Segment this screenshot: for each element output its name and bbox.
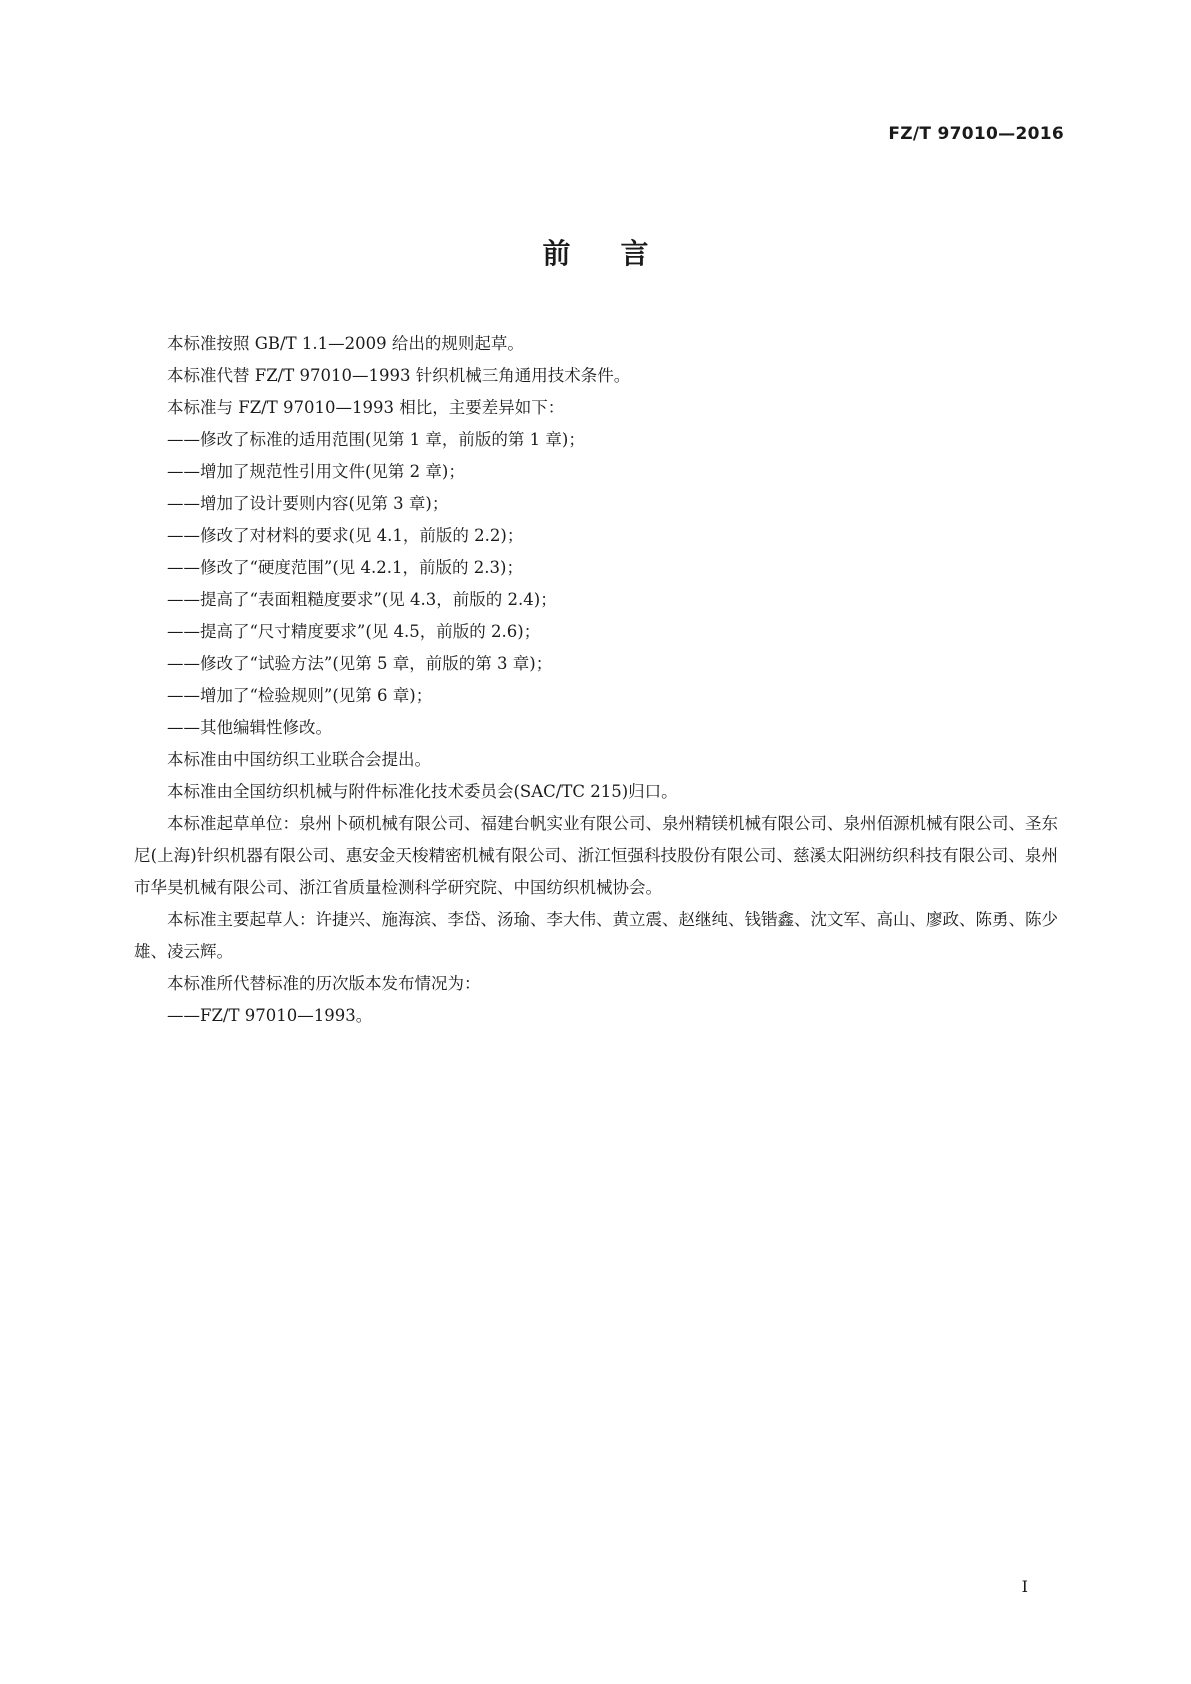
list-item: ——提高了“表面粗糙度要求”(见 4.3，前版的 2.4)； bbox=[167, 590, 557, 609]
paragraph-differences-intro: 本标准与 FZ/T 97010—1993 相比，主要差异如下： bbox=[167, 398, 565, 417]
page-title: 前言 bbox=[542, 237, 699, 270]
list-item: ——修改了对材料的要求(见 4.1，前版的 2.2)； bbox=[167, 526, 524, 545]
list-item: ——修改了“试验方法”(见第 5 章，前版的第 3 章)； bbox=[167, 654, 553, 673]
list-item: ——修改了“硬度范围”(见 4.2.1，前版的 2.3)； bbox=[167, 558, 523, 577]
paragraph-history-intro: 本标准所代替标准的历次版本发布情况为： bbox=[167, 974, 481, 993]
list-item: ——修改了标准的适用范围(见第 1 章，前版的第 1 章)； bbox=[167, 430, 585, 449]
foreword-body bbox=[134, 328, 1058, 1032]
page-number: I bbox=[1021, 1577, 1028, 1596]
paragraph-replaces: 本标准代替 FZ/T 97010—1993 针织机械三角通用技术条件。 bbox=[167, 366, 631, 385]
paragraph-centralizer: 本标准由全国纺织机械与附件标准化技术委员会(SAC/TC 215)归口。 bbox=[167, 782, 678, 801]
standard-code: FZ/T 97010—2016 bbox=[888, 124, 1064, 144]
list-item: ——增加了设计要则内容(见第 3 章)； bbox=[167, 494, 449, 513]
paragraph-drafting-units: 本标准起草单位：泉州卜硕机械有限公司、福建台帆实业有限公司、泉州精镁机械有限公司、泉州佰源机械有限公司、圣东尼(上海)针织机器有限公司、惠安金天梭精密机械有限公司、浙江恒强科技股份有限公司、慈溪太阳洲纺织科技有限公司、泉州市华昊机械有限公司、浙江省质量检测科学研究院、中国纺织机械协会。 bbox=[134, 814, 1058, 897]
list-item: ——增加了“检验规则”(见第 6 章)； bbox=[167, 686, 433, 705]
paragraph-proposer: 本标准由中国纺织工业联合会提出。 bbox=[167, 750, 431, 769]
paragraph-drafters: 本标准主要起草人：许捷兴、施海滨、李岱、汤瑜、李大伟、黄立震、赵继纯、钱锴鑫、沈文军、高山、廖政、陈勇、陈少雄、凌云辉。 bbox=[134, 910, 1058, 961]
list-item: ——提高了“尺寸精度要求”(见 4.5，前版的 2.6)； bbox=[167, 622, 541, 641]
list-item: ——FZ/T 97010—1993。 bbox=[167, 1006, 373, 1025]
paragraph-drafting-rules: 本标准按照 GB/T 1.1—2009 给出的规则起草。 bbox=[167, 334, 524, 353]
list-item: ——其他编辑性修改。 bbox=[167, 718, 332, 737]
list-item: ——增加了规范性引用文件(见第 2 章)； bbox=[167, 462, 465, 481]
